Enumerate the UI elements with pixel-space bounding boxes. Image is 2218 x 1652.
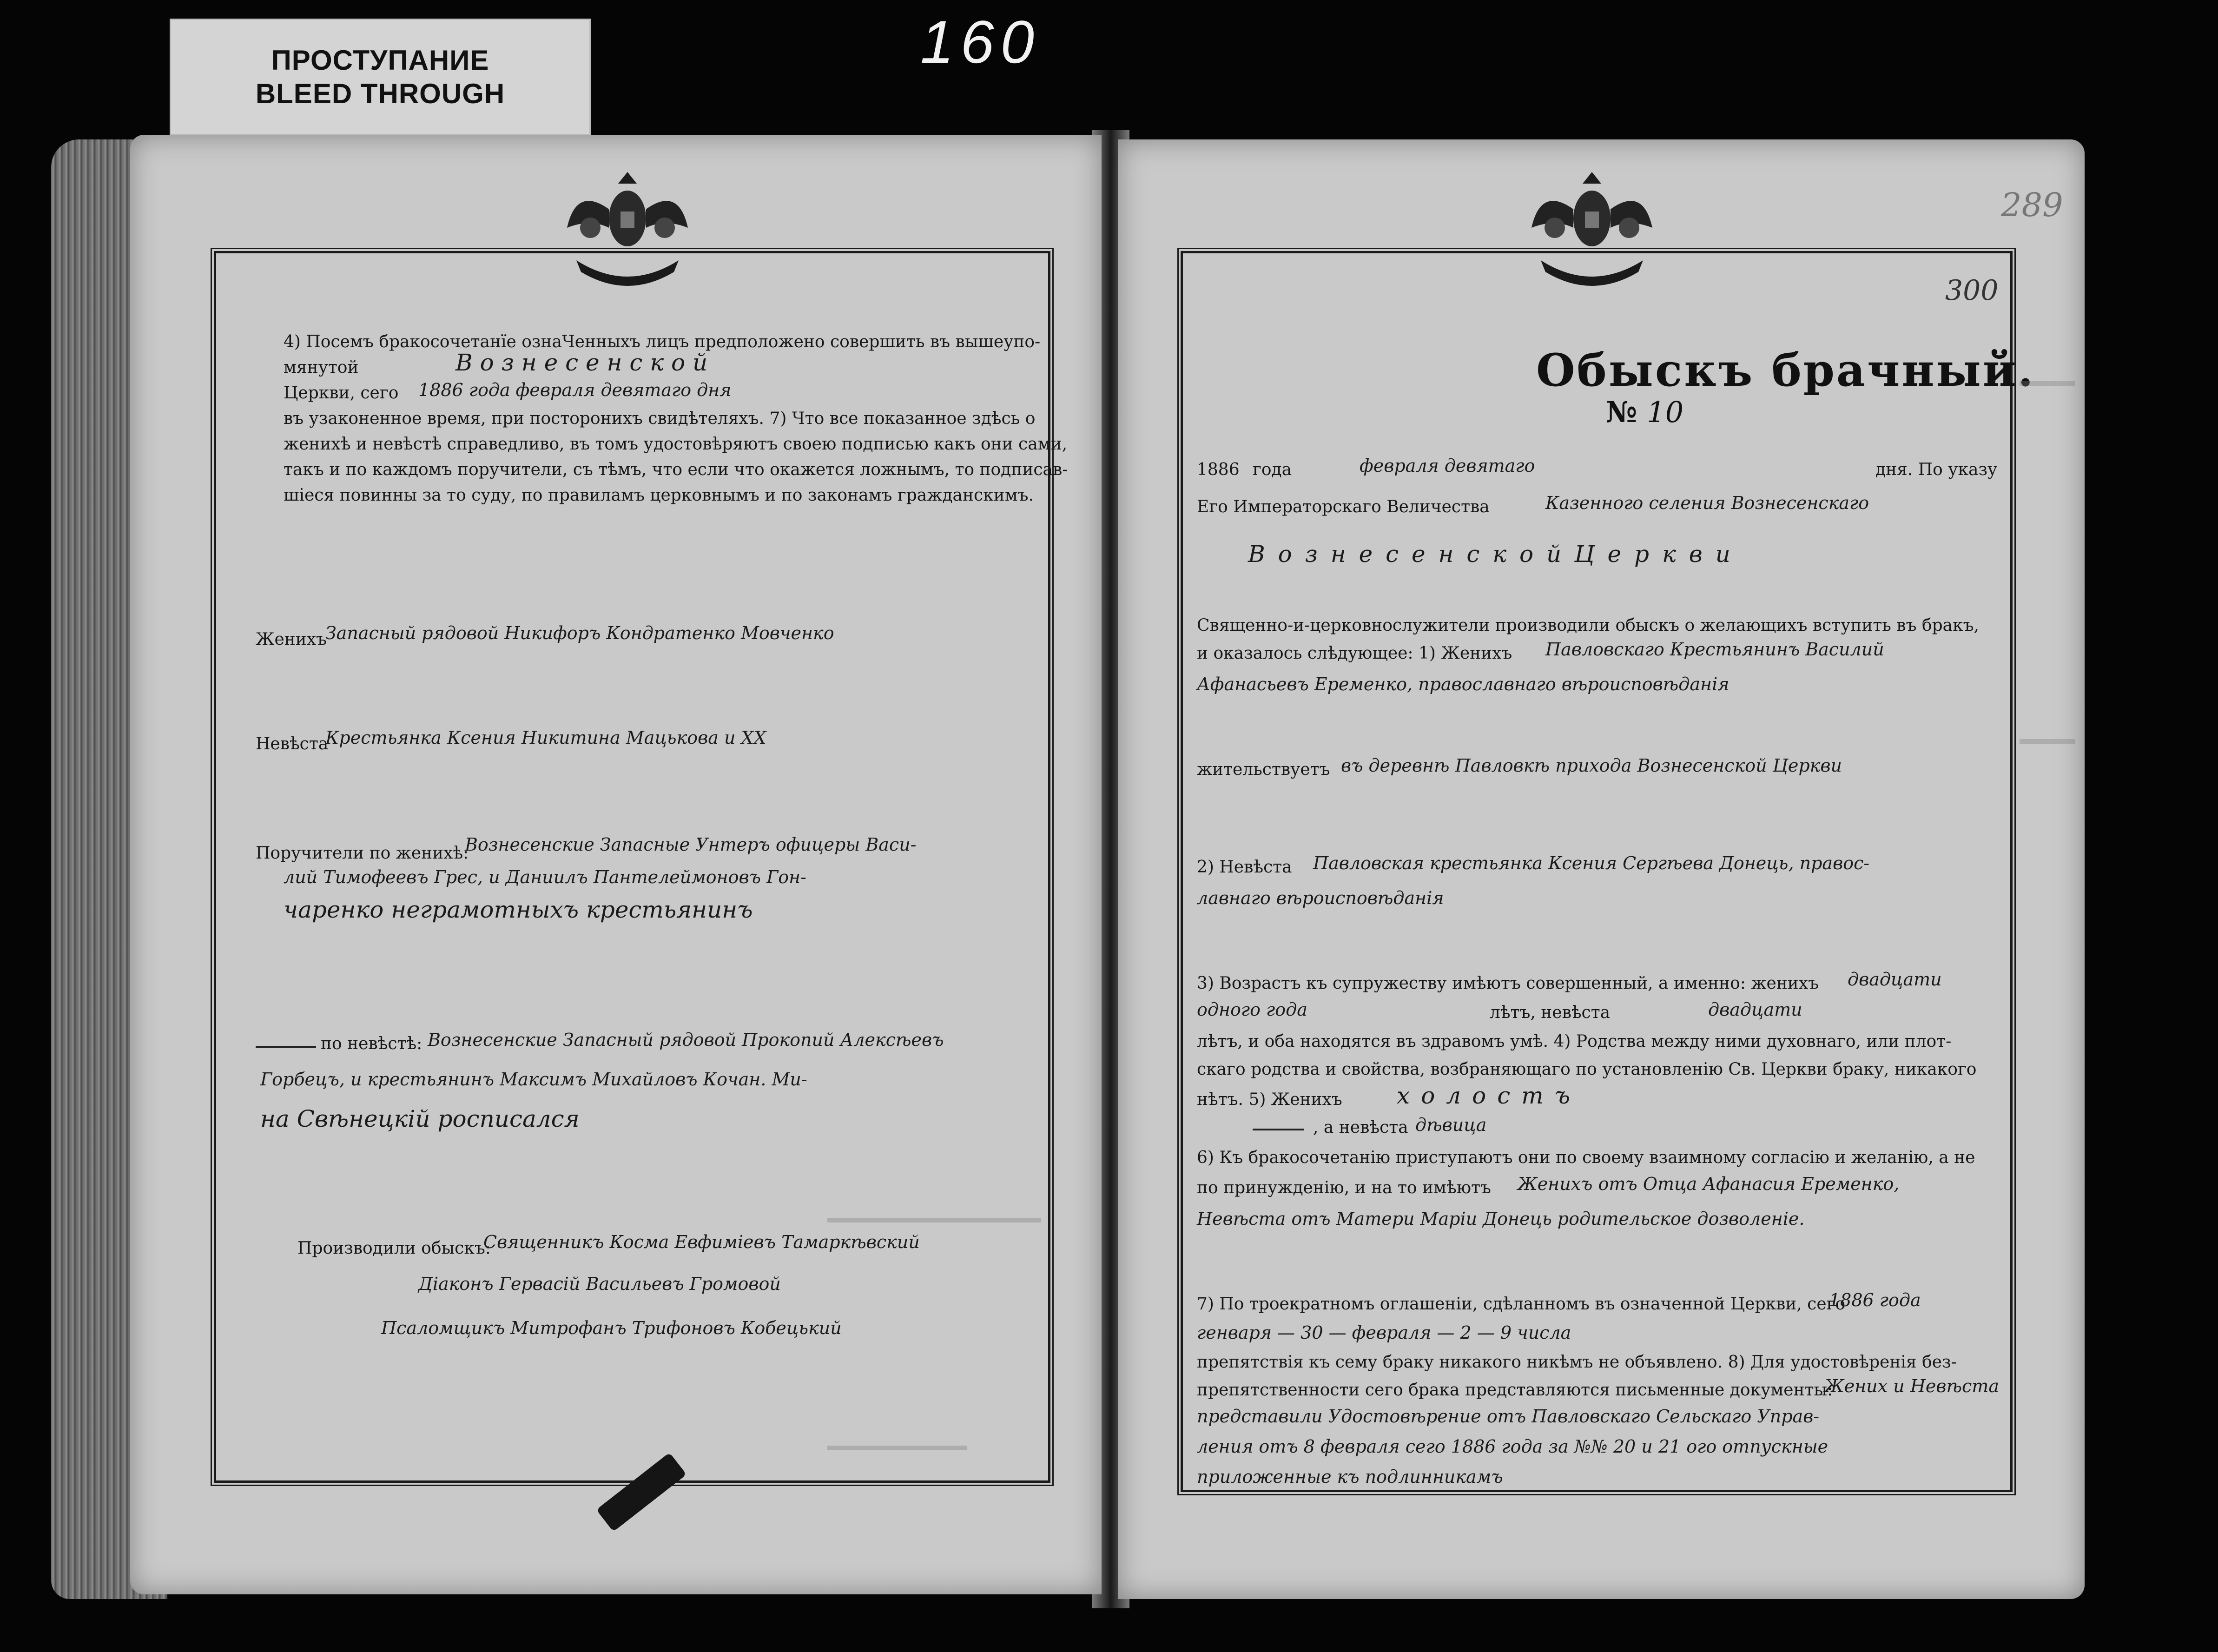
- groom-sureties-line-3: чаренко неграмотныхъ крестьянинъ: [284, 896, 753, 923]
- bride-sureties-line-2: Горбецъ, и крестьянинъ Максимъ Михайловъ Кочан. Ми-: [260, 1069, 807, 1090]
- conducted-line-3: Псаломщикъ Митрофанъ Трифоновъ Кобецький: [381, 1318, 842, 1338]
- banns-line-1: 7) По троекратномъ оглашенiи, сдѣланномъ въ означенной Церкви, сего: [1197, 1295, 1846, 1314]
- docs-hw-2: представили Удостовѣрение отъ Павловскаго Сельскаго Управ-: [1197, 1406, 1820, 1427]
- left-page: [130, 135, 1102, 1594]
- residence-hw: въ деревнѣ Павловкѣ прихода Вознесенской Церкви: [1341, 755, 1842, 776]
- conducted-line-1: Священникъ Косма Евфиміевъ Тамаркѣвский: [483, 1232, 920, 1252]
- bride-status-hw: дѣвица: [1415, 1115, 1487, 1135]
- intro-line-2: мянутой: [284, 358, 359, 377]
- intro-line-1: 4) Посемъ бракосочетанїе ознаЧенныхъ лицъ предположено совершить въ вышеупо-: [284, 332, 1041, 351]
- consent-line-2: по принужденію, и на то имѣютъ: [1197, 1178, 1491, 1197]
- record-number: [1606, 395, 1683, 429]
- consent-line-1: 6) Къ бракосочетанію приступаютъ они по своему взаимному согласію и желанію, а не: [1197, 1148, 1975, 1167]
- archive-label: [170, 19, 591, 135]
- date-hw: февраля девятаго: [1360, 456, 1535, 476]
- consent-hw-1: Женихъ отъ Отца Афанасия Еременко,: [1518, 1174, 1900, 1194]
- age-line-5: нѣтъ. 5) Женихъ: [1197, 1090, 1342, 1109]
- record-number-value: 10: [1647, 395, 1684, 429]
- clergy-line-1: Священно-и-церковнослужители производили обыскъ о желающихъ вступить въ бракъ,: [1197, 616, 1979, 635]
- groom-status-hw: холостъ: [1397, 1082, 1581, 1109]
- bleed-through-mark: [2020, 381, 2075, 386]
- age-line-6: , а невѣста: [1313, 1118, 1408, 1137]
- bride-sureties-line-1: Вознесенские Запасный рядовой Прокопий Алексѣевъ: [428, 1030, 944, 1050]
- docs-hw-1: Жених и Невѣста: [1824, 1376, 1999, 1396]
- groom-age-hw: двадцати: [1848, 969, 1942, 990]
- conducted-line-2: Діаконъ Гервасій Васильевъ Громовой: [418, 1274, 781, 1294]
- date-year: 1886: [1197, 460, 1240, 479]
- frame-number: 160: [920, 8, 1041, 76]
- majesty-line: Его Императорскаго Величества: [1197, 497, 1490, 516]
- banns-dates-hw: генваря — 30 — февраля — 2 — 9 числа: [1197, 1322, 1571, 1343]
- groom-label: Женихъ: [256, 630, 327, 649]
- intro-line-7: шiеся повинны за то суду, по правиламъ церковнымъ и по законамъ гражданскимъ.: [284, 486, 1034, 505]
- bleed-through-mark: [827, 1218, 1041, 1222]
- clergy-line-2: и оказалось слѣдующее: 1) Женихъ: [1197, 644, 1512, 663]
- intro-line-6: такъ и по каждомъ поручители, съ тѣмъ, что если что окажется ложнымъ, то подписав-: [284, 460, 1068, 479]
- age-line-3: лѣтъ, и оба находятся въ здравомъ умѣ. 4) Родства между ними духовнаго, или плот-: [1197, 1032, 1952, 1051]
- groom-hw-2: Афанасьевъ Еременко, православнаго вѣроисповѣданія: [1197, 674, 1730, 694]
- bleed-through-mark: [827, 1446, 967, 1450]
- record-number-label: №: [1606, 395, 1637, 429]
- banns-year-hw: 1886 года: [1829, 1290, 1921, 1310]
- bride-label: Невѣста: [256, 734, 329, 753]
- intro-line-3: Церкви, сего: [284, 383, 399, 403]
- conducted-label: Производили обыскъ:: [297, 1239, 491, 1258]
- groom-age-hw-2: одного года: [1197, 999, 1307, 1020]
- docs-hw-3: ления отъ 8 февраля сего 1886 года за №№ 20 и 21 ого отпускные: [1197, 1436, 1829, 1457]
- date-label: года: [1253, 460, 1292, 479]
- archive-label-ru: ПРОСТУПАНИЕ: [271, 44, 489, 76]
- bride-sureties-label: по невѣстѣ:: [321, 1034, 422, 1053]
- archive-label-en: BLEED THROUGH: [255, 78, 505, 109]
- right-page: [1118, 139, 2085, 1599]
- age-line-4: скаго родства и свойства, возбраняющаго по установленію Св. Церкви браку, никакого: [1197, 1060, 1977, 1079]
- hw-marriage-date: 1886 года февраля девятаго дня: [418, 380, 732, 400]
- banns-line-3: препятственности сего брака представляются письменные документы:: [1197, 1381, 1833, 1400]
- groom-sureties-label: Поручители по женихѣ:: [256, 844, 469, 863]
- intro-line-4: въ узаконенное время, при посторонихъ свидѣтеляхъ. 7) Что все показанное здѣсь о: [284, 409, 1036, 428]
- intro-line-5: женихѣ и невѣстѣ справедливо, въ томъ удостовѣряютъ своею подписью какъ они сами,: [284, 435, 1068, 454]
- bride-value: Крестьянка Ксения Никитина Мацькова и XX: [325, 727, 766, 748]
- banns-line-2: препятствiя къ сему браку никакого никѣмъ не объявлено. 8) Для удостовѣренiя без-: [1197, 1353, 1957, 1372]
- groom-sureties-line-1: Вознесенские Запасные Унтеръ офицеры Васи-: [465, 834, 917, 855]
- majesty-hw: Казенного селения Вознесенскаго: [1545, 493, 1869, 513]
- hw-church-name: В о з н е с е н с к о й: [455, 349, 708, 376]
- bride-sureties-line-3: на Свѣнецкiй росписался: [260, 1105, 580, 1132]
- bride-age-hw: двадцати: [1708, 999, 1802, 1020]
- bleed-through-mark: [2020, 739, 2075, 744]
- docs-hw-4: приложенные къ подлинникамъ: [1197, 1467, 1503, 1487]
- groom-sureties-line-2: лий Тимофеевъ Грес, и Даниилъ Пантелеймоновъ Гон-: [284, 867, 806, 887]
- bride-sureties-rule: [256, 1046, 316, 1048]
- page-number: 289: [2001, 186, 2063, 224]
- bride-label: 2) Невѣста: [1197, 858, 1292, 877]
- age-line-2: лѣтъ, невѣста: [1490, 1003, 1611, 1022]
- groom-value: Запасный рядовой Никифоръ Кондратенко Мовченко: [325, 623, 834, 643]
- bride-hw-1: Павловская крестьянка Ксения Сергѣева Донець, правос-: [1313, 853, 1870, 873]
- decree-label: дня. По указу: [1875, 460, 1998, 479]
- consent-hw-2: Невѣста отъ Матери Марiи Донець родительское дозволенiе.: [1197, 1209, 1805, 1229]
- residence-label: жительствуетъ: [1197, 760, 1330, 779]
- pencil-number: 300: [1945, 274, 1999, 307]
- bride-hw-2: лавнаго вѣроисповѣданія: [1197, 888, 1444, 908]
- status-rule: [1253, 1129, 1304, 1130]
- age-line-1: 3) Возрастъ къ супружеству имѣютъ совершенный, а именно: женихъ: [1197, 974, 1819, 993]
- groom-hw-1: Павловскаго Крестьянинъ Василий: [1545, 639, 1884, 660]
- church-hw: В о з н е с е н с к о й Ц е р к в и: [1248, 541, 1733, 568]
- form-title: Обыскъ брачный.: [1536, 344, 2035, 396]
